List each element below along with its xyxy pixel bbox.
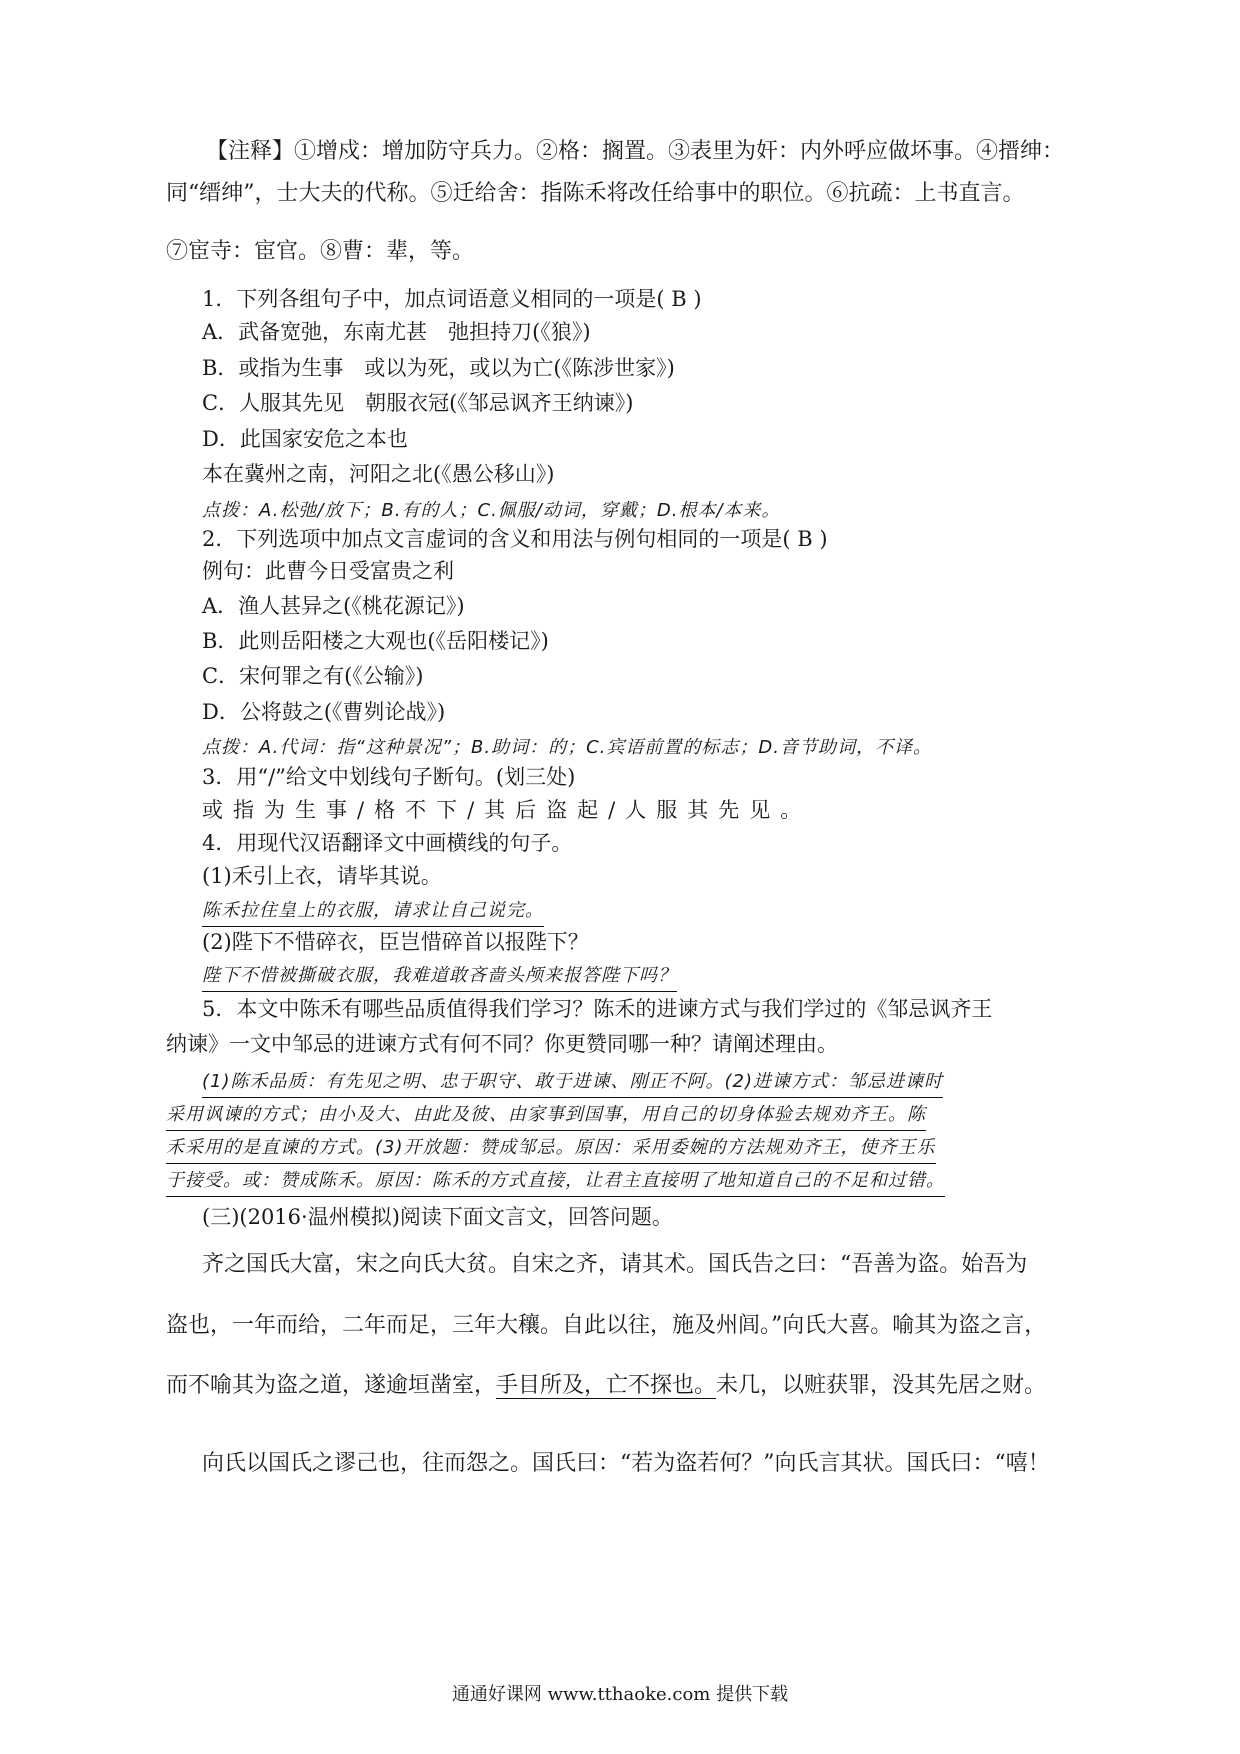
q5-stem-line-1: 5．本文中陈禾有哪些品质值得我们学习？陈禾的进谏方式与我们学过的《邹忌讽齐王: [202, 997, 993, 1021]
passage-line-4: 向氏以国氏之谬己也，往而怨之。国氏曰：“若为盗若何？”向氏言其状。国氏曰：“嘻！: [202, 1451, 1050, 1476]
q4-sentence-2: (2)陛下不惜碎衣，臣岂惜碎首以报陛下？: [202, 930, 589, 954]
underlined-sentence: 手目所及，亡不探也。: [496, 1373, 717, 1398]
q1-option-a: A．武备宽弛，东南尤甚 弛担持刀(《狼》): [202, 320, 591, 344]
q5-answer-line-2: 采用讽谏的方式；由小及大、由此及彼、由家事到国事，用自己的切身体验去规劝齐王。陈: [166, 1101, 926, 1131]
notes-line-3: ⑦宦寺：宦官。⑧曹：辈，等。: [166, 239, 475, 264]
q2-option-a: A．渔人甚异之(《桃花源记》): [202, 594, 465, 618]
notes-line-1: 【注释】①增戍：增加防守兵力。②格：搁置。③表里为奸：内外呼应做坏事。④搢绅：: [206, 139, 1065, 164]
passage-line-2: 盗也，一年而给，二年而足，三年大穰。自此以往，施及州闾。”向氏大喜。喻其为盗之言，: [166, 1313, 1047, 1338]
q4-answer-1: 陈禾拉住皇上的衣服，请求让自己说完。: [202, 897, 544, 927]
q4-stem: 4．用现代汉语翻译文中画横线的句子。: [202, 831, 573, 855]
q1-stem: 1．下列各组句子中，加点词语意义相同的一项是( B ): [202, 287, 702, 311]
passage-line-3-start: 而不喻其为盗之道，遂逾垣凿室，: [166, 1373, 497, 1398]
q1-option-b: B．或指为生事 或以为死，或以为亡(《陈涉世家》): [202, 356, 675, 380]
notes-line-2: 同“缙绅”，士大夫的代称。⑤迁给舍：指陈禾将改任给事中的职位。⑥抗疏：上书直言。: [166, 181, 1025, 206]
q5-stem-line-2: 纳谏》一文中邹忌的进谏方式有何不同？你更赞同哪一种？请阐述理由。: [166, 1032, 838, 1056]
footer-credit: 通通好课网 www.tthaoke.com 提供下载: [451, 1684, 789, 1705]
passage-line-3-end: 未几，以赃获罪，没其先居之财。: [716, 1373, 1047, 1398]
q2-stem: 2．下列选项中加点文言虚词的含义和用法与例句相同的一项是( B ): [202, 527, 828, 551]
q3-answer: 或指为生事/格不下/其后盗起/人服其先见。: [202, 798, 812, 822]
section-3-title: (三)(2016·温州模拟)阅读下面文言文，回答问题。: [202, 1205, 673, 1229]
passage-line-3: [166, 1372, 1046, 1400]
q3-stem: 3．用“/”给文中划线句子断句。(划三处): [202, 765, 576, 789]
q1-option-d-example: 本在冀州之南，河阳之北(《愚公移山》): [202, 462, 555, 486]
q2-hint: 点拨：A.代词：指“这种景况”；B.助词：的；C.宾语前置的标志；D.音节助词，不译。: [202, 737, 932, 758]
q2-option-d: D．公将鼓之(《曹刿论战》): [202, 700, 446, 724]
passage-line-1: 齐之国氏大富，宋之向氏大贫。自宋之齐，请其术。国氏告之曰：“吾善为盗。始吾为: [202, 1252, 1028, 1277]
q5-answer-line-4: 于接受。或：赞成陈禾。原因：陈禾的方式直接，让君主直接明了地知道自己的不足和过错。: [166, 1167, 945, 1197]
q4-sentence-1: (1)禾引上衣，请毕其说。: [202, 864, 442, 888]
q5-answer-line-1: (1)陈禾品质：有先见之明、忠于职守、敢于进谏、刚正不阿。(2)进谏方式：邹忌进谏时: [202, 1068, 943, 1098]
q2-option-c: C．宋何罪之有(《公输》): [202, 664, 424, 688]
q1-option-d: D．此国家安危之本也: [202, 427, 408, 451]
q1-hint: 点拨：A.松弛/放下；B.有的人；C.佩服/动词，穿戴；D.根本/本来。: [202, 500, 781, 521]
q1-option-c: C．人服其先见 朝服衣冠(《邹忌讽齐王纳谏》): [202, 391, 634, 415]
q5-answer-line-3: 禾采用的是直谏的方式。(3)开放题：赞成邹忌。原因：采用委婉的方法规劝齐王，使齐王乐: [166, 1134, 936, 1164]
q2-example: 例句：此曹今日受富贵之利: [202, 559, 454, 583]
q2-option-b: B．此则岳阳楼之大观也(《岳阳楼记》): [202, 629, 549, 653]
q4-answer-2: 陛下不惜被撕破衣服，我难道敢吝啬头颅来报答陛下吗？: [202, 962, 677, 992]
